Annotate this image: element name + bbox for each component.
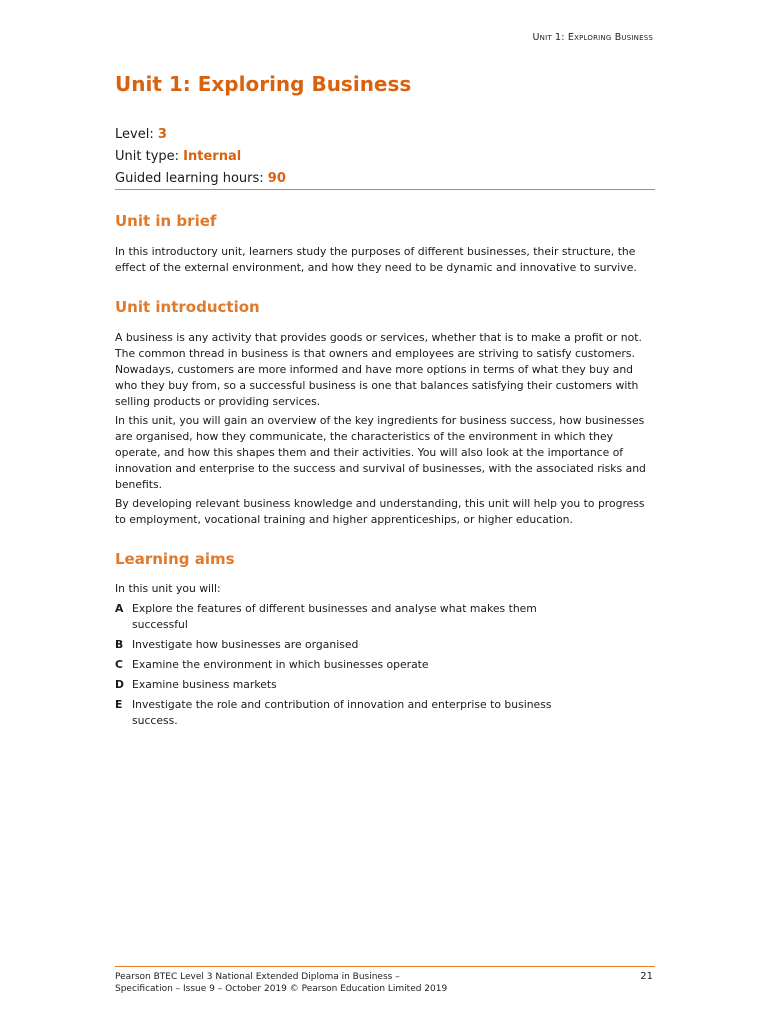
page-title: Unit 1: Exploring Business xyxy=(115,72,412,96)
introduction-paragraph: By developing relevant business knowledge and understanding, this unit will help you to progress to employment, vocational training and higher apprenticeships, or higher education. xyxy=(115,497,645,526)
footer-line: Pearson BTEC Level 3 National Extended Diploma in Business – xyxy=(115,972,400,982)
level-value: 3 xyxy=(157,127,167,142)
unit-meta xyxy=(115,124,655,190)
running-header: Unit 1: Exploring Business xyxy=(532,32,653,43)
aim-letter: B xyxy=(115,638,124,651)
aim-text: Investigate the role and contribution of innovation and enterprise to business success. xyxy=(132,698,552,727)
learning-aim-item xyxy=(115,677,655,693)
footer-line: Specification – Issue 9 – October 2019 © Pearson Education Limited 2019 xyxy=(115,984,448,994)
unit-type-value: Internal xyxy=(183,149,242,164)
aim-letter: C xyxy=(115,658,123,671)
learning-aim-item xyxy=(115,697,655,729)
learning-aim-item xyxy=(115,637,655,653)
aim-letter: E xyxy=(115,698,123,711)
guided-hours-label: Guided learning hours: xyxy=(115,171,268,186)
level-label: Level: xyxy=(115,127,158,142)
learning-aims-heading: Learning aims xyxy=(115,550,235,568)
aim-text: Investigate how businesses are organised xyxy=(132,638,359,651)
level-row xyxy=(115,124,655,146)
page-number: 21 xyxy=(640,971,653,982)
aim-letter: D xyxy=(115,678,124,691)
introduction-paragraph: In this unit, you will gain an overview of the key ingredients for business success, how businesses are organised, how they communicate, the characteristics of the environment in which they operate, and how this shapes them and their activities. You will also look at the importance of innovation and enterprise to the success and survival of businesses, with the associated risks and benefits. xyxy=(115,414,646,491)
learning-aim-item xyxy=(115,601,655,633)
footer-citation xyxy=(115,971,535,995)
unit-in-brief-heading: Unit in brief xyxy=(115,212,217,230)
aim-text: Examine business markets xyxy=(132,678,277,691)
unit-type-label: Unit type: xyxy=(115,149,184,164)
unit-type-row xyxy=(115,146,655,168)
meta-divider xyxy=(115,189,655,190)
learning-aim-item xyxy=(115,657,655,673)
guided-hours-row xyxy=(115,168,655,190)
footer-divider xyxy=(115,966,655,967)
unit-in-brief-text: In this introductory unit, learners study the purposes of different businesses, their structure, the effect of the external environment, and how they need to be dynamic and innovative to survive. xyxy=(115,245,637,274)
unit-introduction-heading: Unit introduction xyxy=(115,298,260,316)
learning-aims-list xyxy=(115,601,655,733)
introduction-paragraph: A business is any activity that provides goods or services, whether that is to make a profit or not. The common thread in business is that owners and employees are striving to satisfy customers. Nowadays, customers are more informed and have more options in terms of what they buy and who they buy from, so a successful business is one that balances satisfying their customers with selling products or providing services. xyxy=(115,331,642,408)
aim-letter: A xyxy=(115,602,124,615)
aim-text: Explore the features of different businesses and analyse what makes them successful xyxy=(132,602,537,631)
aim-text: Examine the environment in which businesses operate xyxy=(132,658,429,671)
learning-aims-intro: In this unit you will: xyxy=(115,582,221,595)
guided-hours-value: 90 xyxy=(267,171,286,186)
